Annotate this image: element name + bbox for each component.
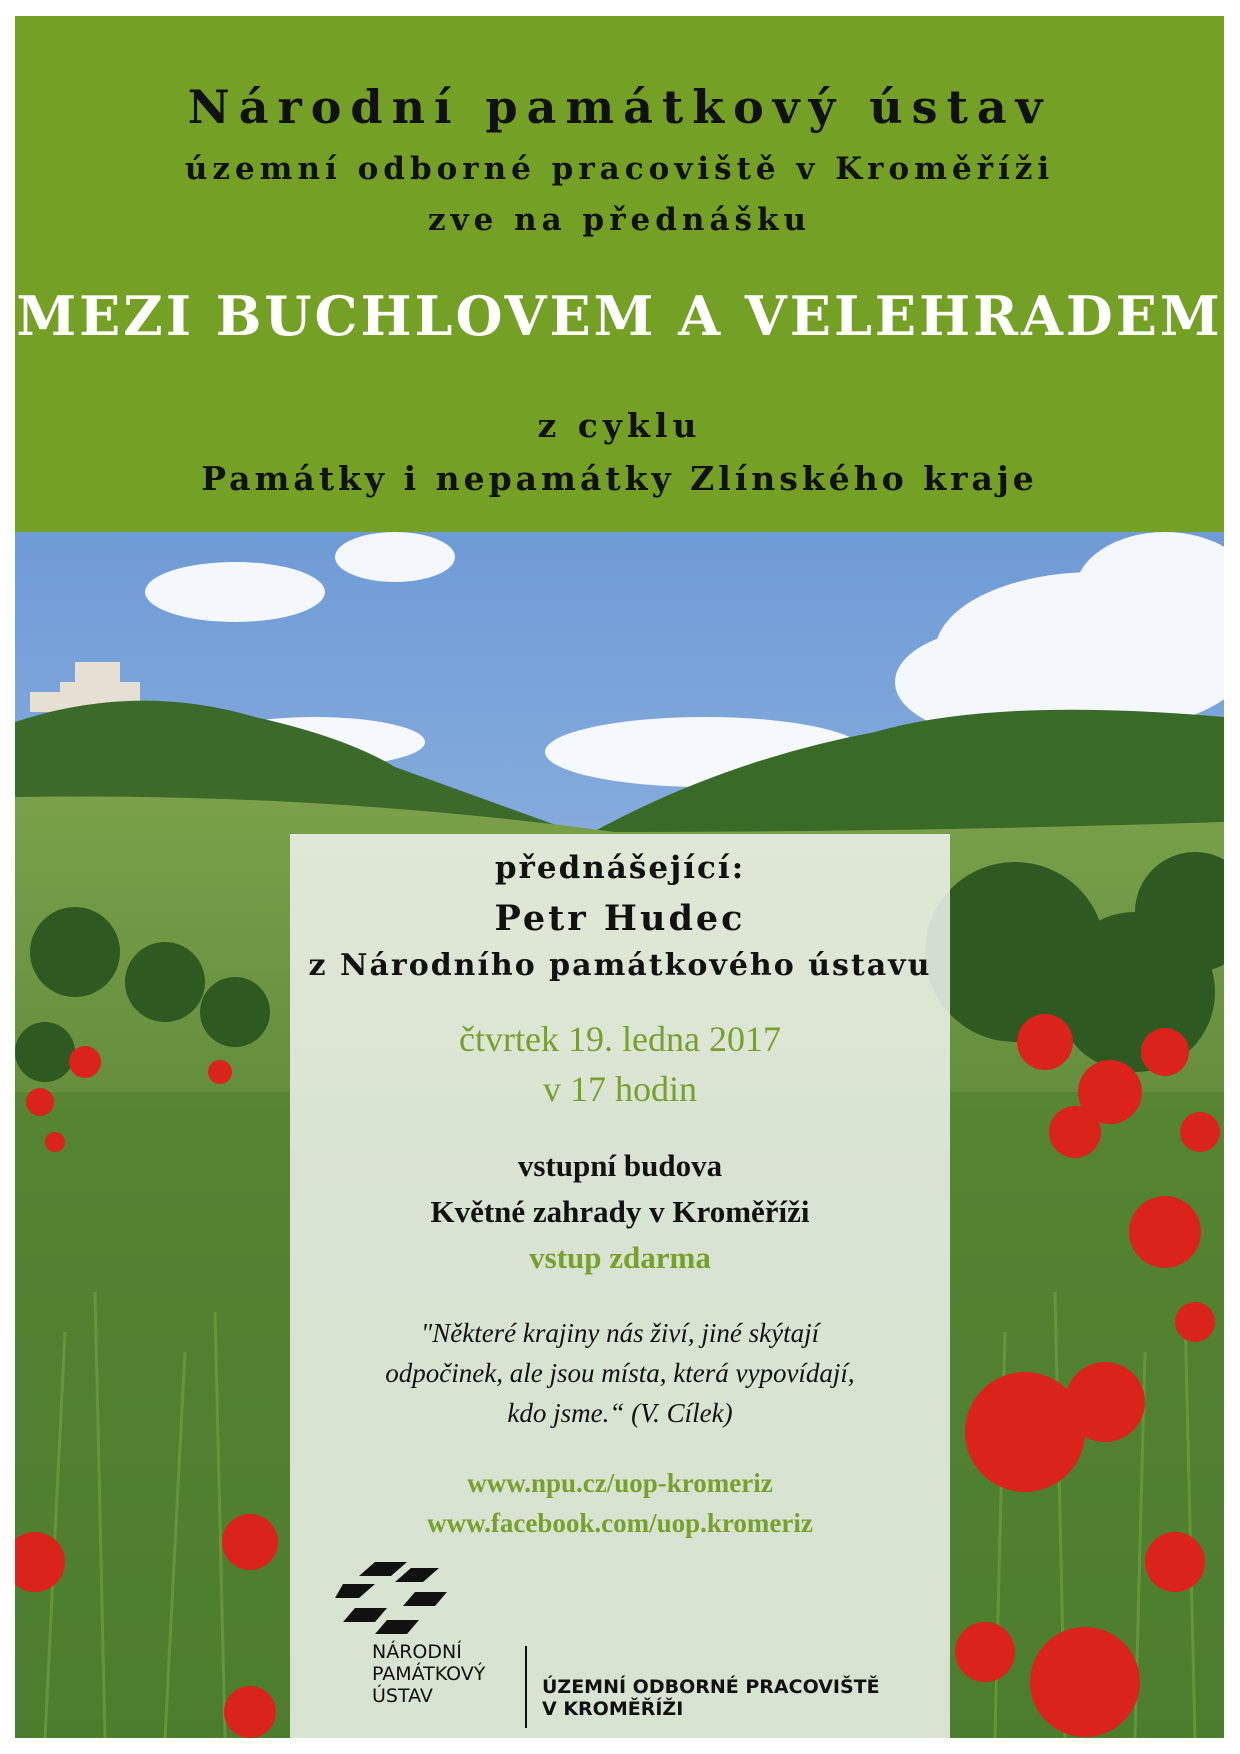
- npu-logo-icon: [335, 1562, 447, 1638]
- lecture-title: MEZI BUCHLOVEM A VELEHRADEM: [16, 284, 1223, 348]
- venue-line2: Květné zahrady v Kroměříži: [430, 1194, 810, 1229]
- logo-left-line3: ÚSTAV: [372, 1685, 433, 1707]
- event-time: v 17 hodin: [542, 1069, 697, 1109]
- facebook-link[interactable]: www.facebook.com/uop.kromeriz: [427, 1508, 813, 1538]
- quote-line3: kdo jsme.“ (V. Cílek): [507, 1398, 733, 1428]
- website-link[interactable]: www.npu.cz/uop-kromeriz: [467, 1468, 773, 1498]
- logo-divider: [525, 1646, 527, 1728]
- logo-right-line1: ÚZEMNÍ ODBORNÉ PRACOVIŠTĚ: [542, 1676, 880, 1698]
- speaker-institution: z Národního památkového ústavu: [308, 948, 932, 983]
- admission-info: vstup zdarma: [529, 1240, 711, 1275]
- logo-left-line1: NÁRODNÍ: [372, 1641, 462, 1663]
- speaker-label: přednášející:: [494, 850, 746, 886]
- header-banner: [15, 16, 1224, 532]
- logo-institute-name: [372, 1641, 485, 1707]
- logo-right-line2: V KROMĚŘÍŽI: [542, 1698, 684, 1720]
- event-date: čtvrtek 19. ledna 2017: [459, 1019, 781, 1059]
- info-panel: [290, 834, 950, 1738]
- cycle-intro: z cyklu: [537, 406, 702, 445]
- speaker-name: Petr Hudec: [494, 898, 746, 939]
- cycle-name: Památky i nepamátky Zlínského kraje: [201, 459, 1038, 498]
- organization-name: Národní památkový ústav: [187, 80, 1052, 134]
- quote-line1: "Některé krajiny nás živí, jiné skýtají: [420, 1318, 820, 1348]
- organization-subtitle: územní odborné pracoviště v Kroměříži: [184, 151, 1055, 187]
- logo-left-line2: PAMÁTKOVÝ: [372, 1663, 486, 1685]
- invitation-text: zve na přednášku: [427, 202, 812, 238]
- quote-line2: odpočinek, ale jsou místa, která vypovídají,: [385, 1358, 855, 1388]
- logo-workplace-name: [542, 1676, 880, 1720]
- venue-line1: vstupní budova: [517, 1148, 723, 1183]
